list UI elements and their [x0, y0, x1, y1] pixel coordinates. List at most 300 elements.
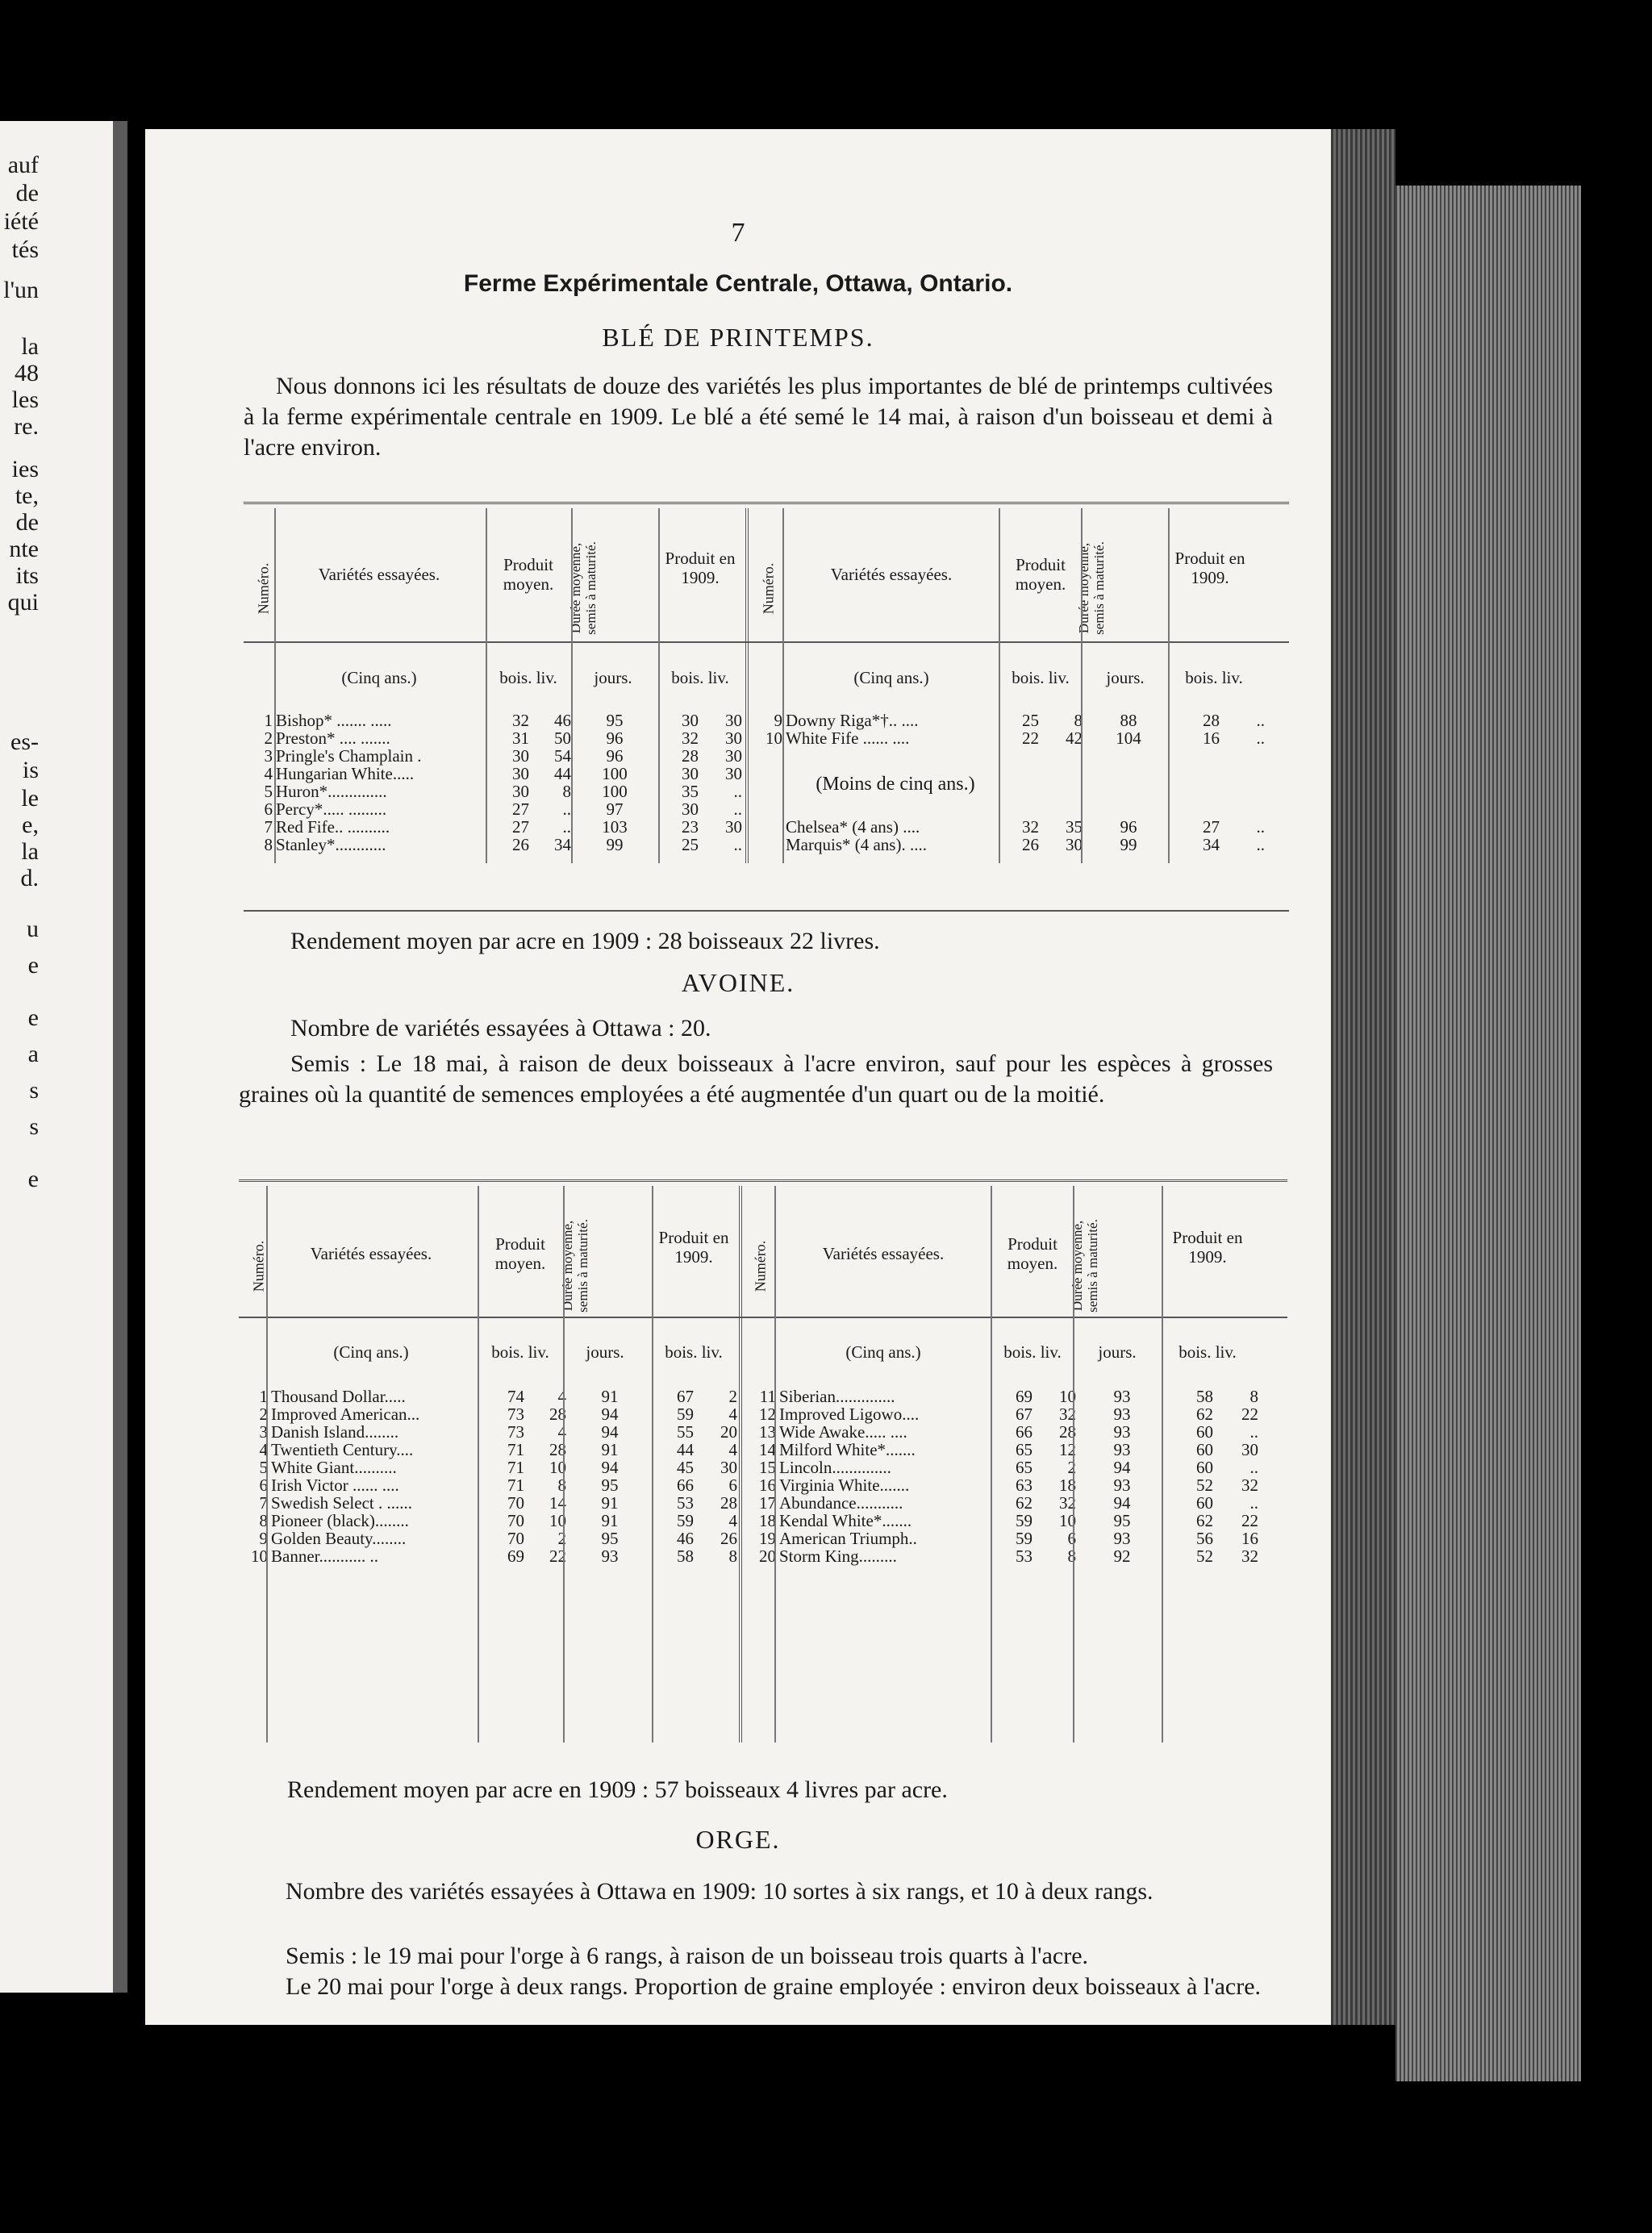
wheat-h-varietes-right: Variétés essayées.: [830, 565, 953, 584]
yield-1909-pounds: 22: [1241, 1404, 1258, 1424]
days-to-maturity: 95: [601, 1529, 619, 1548]
variety-name: Chelsea* (4 ans) ....: [786, 817, 920, 837]
row-number: [749, 836, 784, 854]
table-row: [239, 1547, 739, 1565]
yield-1909-bushels: 60: [1196, 1458, 1213, 1477]
yield-1909-pounds: 4: [728, 1404, 737, 1424]
days-to-maturity: 100: [602, 782, 628, 801]
table-row: [239, 1494, 739, 1512]
row-number: 5: [264, 782, 273, 801]
wheat-h-numero-right: Numéro.: [760, 562, 777, 615]
left-fragment: de: [15, 509, 39, 536]
wheat-h-produit-moyen-right: Produit moyen.: [1015, 555, 1066, 594]
variety-name: Red Fife.. ..........: [276, 817, 390, 837]
left-fragment: e: [27, 1166, 39, 1192]
left-fragment: qui: [7, 589, 39, 616]
oats-sub-jours-right: jours.: [1098, 1342, 1137, 1362]
days-to-maturity: 96: [606, 746, 624, 766]
oats-sub-bois-liv-2: bois. liv.: [665, 1342, 723, 1362]
table-row: [239, 1405, 739, 1423]
variety-name: White Fife ...... ....: [786, 728, 910, 748]
oats-vrule: [652, 1186, 653, 1743]
oats-vrule: [1162, 1186, 1163, 1743]
left-fragment: tés: [11, 236, 39, 263]
days-to-maturity: 92: [1113, 1546, 1131, 1566]
avg-pounds: 32: [1059, 1493, 1076, 1513]
wheat-table-right: [749, 712, 1266, 747]
row-number: 13: [759, 1422, 776, 1442]
table-row: [742, 1405, 1260, 1423]
wheat-vrule: [571, 508, 573, 863]
oats-vrule-center: [739, 1186, 742, 1743]
table-row: [244, 729, 744, 747]
wheat-sub-bois-liv-2: bois. liv.: [671, 668, 729, 687]
variety-name: Lincoln..............: [779, 1458, 891, 1477]
left-fragment: e: [27, 952, 39, 979]
variety-name: Hungarian White.....: [276, 764, 415, 783]
table-row: [239, 1441, 739, 1459]
yield-1909-bushels: 23: [682, 817, 699, 837]
variety-name: Irish Victor ...... ....: [271, 1475, 399, 1495]
avg-pounds: 28: [1059, 1422, 1076, 1442]
variety-name: Abundance...........: [779, 1493, 903, 1513]
table-row: [239, 1423, 739, 1441]
avg-bushels: 27: [512, 817, 529, 837]
avg-pounds: 28: [549, 1440, 566, 1459]
left-fragment: te,: [15, 482, 39, 509]
yield-1909-bushels: 67: [677, 1387, 694, 1406]
avg-bushels: 65: [1016, 1458, 1032, 1477]
left-fragment: nte: [9, 536, 39, 562]
avg-bushels: 62: [1016, 1493, 1032, 1513]
yield-1909-bushels: 60: [1196, 1493, 1213, 1513]
avg-bushels: 31: [512, 728, 529, 748]
wheat-table-bottom-rule: [244, 910, 1289, 912]
avg-pounds: 2: [1067, 1458, 1076, 1477]
avg-bushels: 73: [507, 1422, 524, 1442]
days-to-maturity: 91: [601, 1387, 619, 1406]
yield-1909-pounds: ..: [1256, 817, 1265, 837]
wheat-vrule: [999, 508, 1000, 863]
yield-1909-pounds: 30: [1241, 1440, 1258, 1459]
table-row: [244, 712, 744, 729]
avg-bushels: 74: [507, 1387, 524, 1406]
variety-name: Kendal White*.......: [779, 1511, 912, 1530]
left-fragment: de: [15, 180, 39, 207]
avg-pounds: 10: [1059, 1511, 1076, 1530]
wheat-moins-label: (Moins de cinq ans.): [816, 774, 975, 795]
yield-1909-pounds: 16: [1241, 1529, 1258, 1548]
wheat-h-produit-1909-right: Produit en 1909.: [1174, 549, 1245, 587]
yield-1909-pounds: 2: [728, 1387, 737, 1406]
row-number: 4: [264, 764, 273, 783]
left-fragment: re.: [14, 413, 39, 440]
wheat-header-rule: [244, 641, 1289, 643]
variety-name: Downy Riga*†.. ....: [786, 711, 919, 730]
avg-pounds: 46: [554, 711, 571, 730]
avg-pounds: 2: [557, 1529, 566, 1548]
variety-name: Danish Island........: [271, 1422, 399, 1442]
days-to-maturity: 93: [1113, 1422, 1131, 1442]
days-to-maturity: 95: [606, 711, 624, 730]
days-to-maturity: 96: [606, 728, 624, 748]
oats-vrule: [1073, 1186, 1074, 1743]
oats-vrule: [774, 1186, 776, 1743]
table-row: [742, 1512, 1260, 1530]
days-to-maturity: 95: [1113, 1511, 1131, 1530]
oats-h-numero-left: Numéro.: [250, 1240, 267, 1292]
yield-1909-pounds: 30: [725, 817, 742, 837]
left-fragment: e,: [22, 812, 39, 838]
wheat-vrule: [274, 508, 276, 863]
yield-1909-bushels: 56: [1196, 1529, 1213, 1548]
yield-1909-pounds: ..: [1256, 711, 1265, 730]
wheat-sub-bois-liv-4: bois. liv.: [1185, 668, 1243, 687]
oats-table-top-rule: [239, 1179, 1287, 1182]
avg-pounds: 4: [557, 1422, 566, 1442]
avg-pounds: 22: [549, 1546, 566, 1566]
variety-name: Preston* .... .......: [276, 728, 390, 748]
days-to-maturity: 94: [1113, 1493, 1131, 1513]
wheat-h-produit-moyen-left: Produit moyen.: [503, 555, 554, 594]
variety-name: Swedish Select . ......: [271, 1493, 412, 1513]
table-row: [244, 836, 744, 854]
yield-1909-pounds: ..: [733, 782, 742, 801]
wheat-sub-jours-left: jours.: [594, 668, 632, 687]
yield-1909-pounds: 20: [720, 1422, 737, 1442]
row-number: 4: [259, 1440, 268, 1459]
wheat-h-varietes-left: Variétés essayées.: [318, 565, 440, 584]
wheat-vrule-center: [745, 508, 749, 863]
oats-table-left: [239, 1388, 739, 1565]
wheat-sub-bois-liv-1: bois. liv.: [499, 668, 557, 687]
variety-name: Marquis* (4 ans). ....: [786, 835, 927, 854]
avg-pounds: 10: [549, 1458, 566, 1477]
days-to-maturity: 93: [1113, 1404, 1131, 1424]
days-to-maturity: 103: [602, 817, 628, 837]
yield-1909-bushels: 58: [1196, 1387, 1213, 1406]
yield-1909-pounds: 30: [720, 1458, 737, 1477]
row-number: 7: [264, 817, 273, 837]
row-number: 6: [264, 799, 273, 819]
avg-pounds: 35: [1066, 817, 1083, 837]
wheat-vrule: [658, 508, 660, 863]
yield-1909-bushels: 34: [1203, 835, 1220, 854]
wheat-vrule: [1081, 508, 1083, 863]
left-page: [0, 121, 127, 1993]
table-row: [742, 1459, 1260, 1476]
barley-semis-2: Le 20 mai pour l'orge à deux rangs. Proportion de graine employée : environ deux boisseaux à l'acre.: [286, 1973, 1262, 2000]
yield-1909-bushels: 55: [677, 1422, 694, 1442]
oats-h-duree-left: Durée moyenne, semis à maturité.: [560, 1219, 590, 1313]
wheat-title: BLÉ DE PRINTEMPS.: [602, 323, 874, 352]
avg-bushels: 70: [507, 1493, 524, 1513]
yield-1909-pounds: 8: [728, 1546, 737, 1566]
variety-name: Improved Ligowo....: [779, 1404, 920, 1424]
table-row: [244, 800, 744, 818]
days-to-maturity: 91: [601, 1493, 619, 1513]
days-to-maturity: 94: [601, 1422, 619, 1442]
days-to-maturity: 93: [1113, 1475, 1131, 1495]
yield-1909-bushels: 27: [1203, 817, 1220, 837]
yield-1909-bushels: 32: [682, 728, 699, 748]
variety-name: Virginia White.......: [779, 1475, 910, 1495]
avg-bushels: 25: [1022, 711, 1039, 730]
table-row: [239, 1388, 739, 1405]
yield-1909-bushels: 58: [677, 1546, 694, 1566]
row-number: 3: [264, 746, 273, 766]
avg-pounds: 10: [549, 1511, 566, 1530]
days-to-maturity: 99: [1120, 835, 1137, 854]
wheat-sub-cinq-ans-right: (Cinq ans.): [853, 668, 929, 687]
wheat-h-duree-right: Durée moyenne, semis à maturité.: [1076, 541, 1107, 635]
row-number: 1: [259, 1387, 268, 1406]
table-row: [742, 1530, 1260, 1547]
yield-1909-bushels: 59: [677, 1404, 694, 1424]
wheat-sub-cinq-ans-left: (Cinq ans.): [341, 668, 417, 687]
row-number: 1: [264, 711, 273, 730]
days-to-maturity: 94: [1113, 1458, 1131, 1477]
yield-1909-bushels: 60: [1196, 1422, 1213, 1442]
oats-h-numero-right: Numéro.: [752, 1240, 769, 1292]
yield-1909-bushels: 25: [682, 835, 699, 854]
row-number: 9: [774, 711, 782, 730]
oats-count: Nombre de variétés essayées à Ottawa : 20.: [290, 1015, 711, 1041]
oats-title: AVOINE.: [681, 968, 795, 997]
left-fragment: iété: [3, 208, 39, 235]
avg-pounds: 8: [557, 1475, 566, 1495]
yield-1909-bushels: 28: [682, 746, 699, 766]
oats-vrule: [563, 1186, 565, 1743]
left-fragment: les: [11, 386, 39, 413]
avg-pounds: 42: [1066, 728, 1083, 748]
yield-1909-bushels: 28: [1203, 711, 1220, 730]
wheat-table-left: [244, 712, 744, 854]
days-to-maturity: 100: [602, 764, 628, 783]
yield-1909-pounds: 30: [725, 764, 742, 783]
table-row: [742, 1494, 1260, 1512]
yield-1909-pounds: ..: [1256, 728, 1265, 748]
oats-vrule: [266, 1186, 268, 1743]
yield-1909-bushels: 16: [1203, 728, 1220, 748]
variety-name: Pioneer (black)........: [271, 1511, 409, 1530]
days-to-maturity: 93: [601, 1546, 619, 1566]
days-to-maturity: 99: [606, 835, 624, 854]
yield-1909-pounds: 30: [725, 711, 742, 730]
yield-1909-bushels: 35: [682, 782, 699, 801]
yield-1909-pounds: 4: [728, 1440, 737, 1459]
oats-h-produit-1909-right: Produit en 1909.: [1172, 1228, 1243, 1267]
avg-pounds: 4: [557, 1387, 566, 1406]
avg-bushels: 70: [507, 1511, 524, 1530]
row-number: 2: [259, 1404, 268, 1424]
avg-pounds: ..: [562, 817, 571, 837]
avg-bushels: 63: [1016, 1475, 1032, 1495]
oats-sub-bois-liv-1: bois. liv.: [491, 1342, 549, 1362]
yield-1909-bushels: 30: [682, 764, 699, 783]
yield-1909-pounds: 6: [728, 1475, 737, 1495]
left-fragment: le: [21, 785, 39, 812]
oats-h-varietes-left: Variétés essayées.: [310, 1244, 432, 1263]
avg-bushels: 32: [1022, 817, 1039, 837]
days-to-maturity: 94: [601, 1404, 619, 1424]
variety-name: Milford White*.......: [779, 1440, 916, 1459]
yield-1909-pounds: 30: [725, 728, 742, 748]
table-row: [244, 783, 744, 800]
table-row: [244, 747, 744, 765]
avg-pounds: 28: [549, 1404, 566, 1424]
row-number: 18: [759, 1511, 776, 1530]
row-number: 15: [759, 1458, 776, 1477]
yield-1909-bushels: 62: [1196, 1511, 1213, 1530]
barley-title: ORGE.: [695, 1825, 781, 1854]
avg-pounds: 44: [554, 764, 571, 783]
page-number: 7: [731, 218, 745, 248]
avg-bushels: 70: [507, 1529, 524, 1548]
oats-vrule: [991, 1186, 992, 1743]
days-to-maturity: 91: [601, 1511, 619, 1530]
oats-sub-bois-liv-3: bois. liv.: [1003, 1342, 1062, 1362]
avg-pounds: 12: [1059, 1440, 1076, 1459]
avg-bushels: 27: [512, 799, 529, 819]
oats-h-produit-1909-left: Produit en 1909.: [658, 1228, 729, 1267]
barley-count: Nombre des variétés essayées à Ottawa en 1909: 10 sortes à six rangs, et 10 à deux rangs.: [286, 1878, 1153, 1905]
avg-pounds: 34: [554, 835, 571, 854]
variety-name: Twentieth Century....: [271, 1440, 414, 1459]
yield-1909-pounds: ..: [1249, 1493, 1258, 1513]
wheat-vrule: [1168, 508, 1170, 863]
oats-vrule: [478, 1186, 479, 1743]
book-edge: [1331, 129, 1395, 2025]
avg-bushels: 30: [512, 746, 529, 766]
avg-pounds: 18: [1059, 1475, 1076, 1495]
avg-pounds: ..: [562, 799, 571, 819]
left-fragment: auf: [7, 152, 39, 178]
days-to-maturity: 95: [601, 1475, 619, 1495]
left-fragment: a: [27, 1041, 39, 1067]
variety-name: Pringle's Champlain .: [276, 746, 422, 766]
row-number: 14: [759, 1440, 776, 1459]
avg-pounds: 8: [1074, 711, 1083, 730]
days-to-maturity: 88: [1120, 711, 1137, 730]
yield-1909-pounds: 4: [728, 1511, 737, 1530]
days-to-maturity: 93: [1113, 1440, 1131, 1459]
row-number: 6: [259, 1475, 268, 1495]
row-number: 16: [759, 1475, 776, 1495]
yield-1909-pounds: ..: [1249, 1422, 1258, 1442]
avg-pounds: 30: [1066, 835, 1083, 854]
variety-name: American Triumph..: [779, 1529, 917, 1548]
row-number: [749, 818, 784, 836]
avg-bushels: 65: [1016, 1440, 1032, 1459]
days-to-maturity: 93: [1113, 1387, 1131, 1406]
yield-1909-pounds: ..: [1249, 1458, 1258, 1477]
table-row: [244, 765, 744, 783]
yield-1909-bushels: 46: [677, 1529, 694, 1548]
yield-1909-bushels: 53: [677, 1493, 694, 1513]
avg-pounds: 8: [1067, 1546, 1076, 1566]
row-number: 8: [264, 835, 273, 854]
wheat-sub-bois-liv-3: bois. liv.: [1012, 668, 1070, 687]
left-fragment: ies: [11, 456, 39, 482]
variety-name: Huron*..............: [276, 782, 387, 801]
oats-sub-jours-left: jours.: [586, 1342, 624, 1362]
yield-1909-pounds: 30: [725, 746, 742, 766]
avg-bushels: 71: [507, 1458, 524, 1477]
left-fragment: la: [21, 838, 39, 865]
row-number: 20: [759, 1546, 776, 1566]
barley-semis: Semis : le 19 mai pour l'orge à 6 rangs, à raison de un boisseau trois quarts à l'acre.: [286, 1943, 1089, 1969]
avg-bushels: 71: [507, 1440, 524, 1459]
avg-bushels: 59: [1016, 1511, 1032, 1530]
avg-bushels: 53: [1016, 1546, 1032, 1566]
oats-h-produit-moyen-right: Produit moyen.: [1007, 1234, 1058, 1273]
table-row: [742, 1441, 1260, 1459]
page: [145, 129, 1331, 2025]
book-page-stack: [1395, 186, 1581, 2081]
row-number: 9: [259, 1529, 268, 1548]
left-fragment: e: [27, 1004, 39, 1031]
wheat-rendement: Rendement moyen par acre en 1909 : 28 boisseaux 22 livres.: [290, 928, 880, 954]
avg-bushels: 69: [507, 1546, 524, 1566]
wheat-vrule: [782, 508, 784, 863]
row-number: 2: [264, 728, 273, 748]
row-number: 10: [251, 1546, 268, 1566]
variety-name: Banner........... ..: [271, 1546, 378, 1566]
yield-1909-bushels: 30: [682, 711, 699, 730]
avg-pounds: 8: [562, 782, 571, 801]
row-number: 12: [759, 1404, 776, 1424]
oats-sub-cinq-ans-left: (Cinq ans.): [333, 1342, 409, 1362]
avg-bushels: 30: [512, 782, 529, 801]
oats-rendement: Rendement moyen par acre en 1909 : 57 boisseaux 4 livres par acre.: [287, 1776, 948, 1803]
oats-h-varietes-right: Variétés essayées.: [822, 1244, 945, 1263]
wheat-h-duree-left: Durée moyenne, semis à maturité.: [568, 541, 599, 635]
days-to-maturity: 104: [1116, 728, 1141, 748]
yield-1909-bushels: 44: [677, 1440, 694, 1459]
left-fragment: 48: [15, 360, 39, 386]
days-to-maturity: 96: [1120, 817, 1137, 837]
avg-bushels: 66: [1016, 1422, 1032, 1442]
wheat-h-numero-left: Numéro.: [255, 562, 272, 615]
row-number: 5: [259, 1458, 268, 1477]
yield-1909-bushels: 60: [1196, 1440, 1213, 1459]
table-row: [239, 1476, 739, 1494]
oats-h-produit-moyen-left: Produit moyen.: [494, 1234, 546, 1273]
table-row: [742, 1476, 1260, 1494]
row-number: 19: [759, 1529, 776, 1548]
days-to-maturity: 93: [1113, 1529, 1131, 1548]
days-to-maturity: 97: [606, 799, 624, 819]
yield-1909-pounds: ..: [1256, 835, 1265, 854]
table-row: [239, 1530, 739, 1547]
row-number: 8: [259, 1511, 268, 1530]
table-row: [749, 729, 1266, 747]
avg-pounds: 6: [1067, 1529, 1076, 1548]
row-number: 11: [759, 1387, 776, 1406]
left-fragment: es-: [10, 728, 39, 755]
table-row: [244, 818, 744, 836]
avg-bushels: 67: [1016, 1404, 1032, 1424]
left-fragment: l'un: [3, 277, 39, 303]
oats-sub-bois-liv-4: bois. liv.: [1179, 1342, 1237, 1362]
variety-name: Stanley*............: [276, 835, 386, 854]
oats-table-right: [742, 1388, 1260, 1565]
yield-1909-pounds: ..: [733, 799, 742, 819]
variety-name: Percy*..... .........: [276, 799, 387, 819]
left-fragment: s: [29, 1113, 39, 1140]
wheat-intro: Nous donnons ici les résultats de douze des variétés les plus importantes de blé de printemps cultivées à la ferme expérimentale centrale en 1909. Le blé a été semé le 14 mai, à raison d'un boisseau et demi à l'acre environ.: [244, 373, 1273, 461]
